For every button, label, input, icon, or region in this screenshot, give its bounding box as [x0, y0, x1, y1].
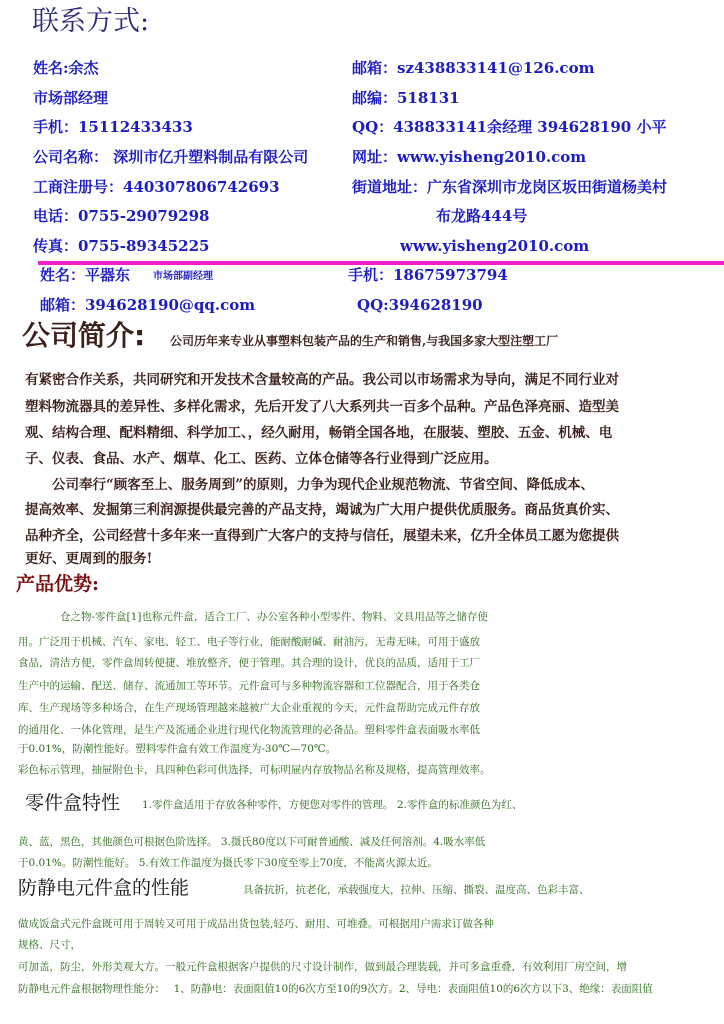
- antistatic-line: 做成饭盒式元件盒既可用于周转又可用于成品出货包装,轻巧、耐用、可堆叠。可根据用户需求订做各种: [18, 918, 494, 930]
- second-contact-mobile: 手机：18675973794: [348, 266, 508, 284]
- contact-address-line2: 布龙路444号: [436, 207, 528, 225]
- intro-line: 提高效率、发掘第三利润源提供最完善的产品支持，竭诚为广大用户提供优质服务。商品货真价实、: [25, 502, 619, 518]
- advantage-line: 于0.01%，防潮性能好。塑料零件盒有效工作温度为-30℃—70℃。: [18, 743, 337, 755]
- antistatic-line: 可加盖，防尘，外形美观大方。一般元件盒根据客户提供的尺寸设计制作，做到最合理装载，并可多盒重叠，有效利用厂房空间，增: [18, 961, 627, 973]
- advantage-line: 仓之物-零件盒[1]也称元件盒，适合工厂、办公室各种小型零件、物料、文具用品等之储存使: [18, 611, 488, 623]
- contact-company: 公司名称： 深圳市亿升塑料制品有限公司: [33, 148, 309, 166]
- second-contact-email[interactable]: 邮箱：394628190@qq.com: [40, 296, 256, 314]
- antistatic-heading: 防静电元件盒的性能: [18, 877, 190, 899]
- intro-line: 有紧密合作关系，共同研究和开发技术含量较高的产品。我公司以市场需求为导向，满足不同行业对: [25, 372, 619, 388]
- advantage-line: 的通用化、一体化管理，是生产及流通企业进行现代化物流管理的必备品。塑料零件盒表面吸水率低: [18, 724, 480, 736]
- contact-website[interactable]: 网址：www.yisheng2010.com: [352, 148, 587, 166]
- antistatic-line: 规格、尺寸，: [18, 939, 81, 951]
- antistatic-line: 防静电元件盒根据物理性能分： 1、防静电：表面阻值10的6次方至10的9次方。2、导电：表面阻值10的6次方以下3、绝缘：表面阻值: [18, 983, 653, 995]
- contact-address: 街道地址：广东省深圳市龙岗区坂田街道杨美村: [352, 178, 668, 196]
- contact-qq: QQ：438833141余经理 394628190 小平: [352, 118, 667, 136]
- contact-heading: 联系方式:: [32, 6, 150, 37]
- contact-title: 市场部经理: [33, 89, 109, 107]
- intro-line: 公司奉行“顾客至上、服务周到”的原则，力争为现代企业规范物流、节省空间、降低成本、: [25, 477, 595, 493]
- advantage-line: 生产中的运输、配送、储存、流通加工等环节。元件盒可与多种物流容器和工位器配合，用于各类仓: [18, 680, 480, 692]
- intro-lead: 公司历年来专业从事塑料包装产品的生产和销售,与我国多家大型注塑工厂: [170, 334, 559, 348]
- contact-email[interactable]: 邮箱：sz438833141@126.com: [352, 59, 595, 77]
- contact-website-2[interactable]: www.yisheng2010.com: [400, 237, 590, 255]
- advantage-line: 食品，清洁方便，零件盒周转便捷、堆放整齐，便于管理。其合理的设计，优良的品质，适用于工厂: [18, 657, 480, 669]
- advantage-line: 彩色标示管理，抽屉附色卡，具四种色彩可供选择，可标明屉内存放物品名称及规格，提高管理效率。: [18, 764, 491, 776]
- divider-line: [38, 261, 724, 265]
- intro-line: 子、仪表、食品、水产、烟草、化工、医药、立体仓储等各行业得到广泛应用。: [25, 451, 498, 467]
- contact-fax: 传真：0755-89345225: [33, 237, 210, 255]
- second-contact-name: 姓名：平器东: [40, 266, 131, 284]
- features-line: 于0.01%。防潮性能好。 5.有效工作温度为摄氏零下30度至零上70度，不能离火源太近。: [18, 857, 438, 869]
- contact-phone: 电话：0755-29079298: [33, 207, 210, 225]
- features-heading: 零件盒特性: [25, 792, 121, 814]
- features-lead: 1.零件盒适用于存放各种零件，方便您对零件的管理。 2.零件盒的标准颜色为红、: [142, 799, 523, 811]
- advantage-line: 用。广泛用于机械、汽车、家电、轻工、电子等行业，能耐酸耐碱、耐油污，无毒无味，可用于盛放: [18, 636, 480, 648]
- contact-name: 姓名:余杰: [33, 59, 99, 77]
- intro-heading: 公司简介:: [22, 319, 146, 352]
- advantage-line: 库、生产现场等多种场合，在生产现场管理越来越被广大企业重视的今天，元件盒帮助完成元件存放: [18, 702, 480, 714]
- intro-line: 品种齐全，公司经营十多年来一直得到广大客户的支持与信任，展望未来，亿升全体员工愿为您提供: [25, 528, 619, 544]
- advantage-heading: 产品优势:: [16, 573, 100, 595]
- second-contact-qq: QQ:394628190: [357, 296, 483, 314]
- second-contact-title: 市场部副经理: [153, 271, 213, 282]
- antistatic-lead: 具备抗折，抗老化，承载强度大，拉伸、压缩、撕裂、温度高、色彩丰富、: [243, 884, 590, 896]
- intro-line: 更好、更周到的服务!: [25, 551, 153, 567]
- contact-mobile: 手机：15112433433: [33, 118, 193, 136]
- features-line: 黄、蓝，黑色，其他颜色可根据色阶选择。 3.摄氏80度以下可耐普通酸、减及任何溶剂。4.吸水率低: [18, 836, 486, 848]
- intro-line: 观、结构合理、配料精细、科学加工、，经久耐用，畅销全国各地，在服装、塑胶、五金、机械、电: [25, 425, 613, 441]
- intro-line: 塑料物流器具的差异性、多样化需求，先后开发了八大系列共一百多个品种。产品色泽亮丽、造型美: [25, 399, 619, 415]
- contact-registration: 工商注册号：440307806742693: [33, 178, 280, 196]
- contact-postcode: 邮编：518131: [352, 89, 460, 107]
